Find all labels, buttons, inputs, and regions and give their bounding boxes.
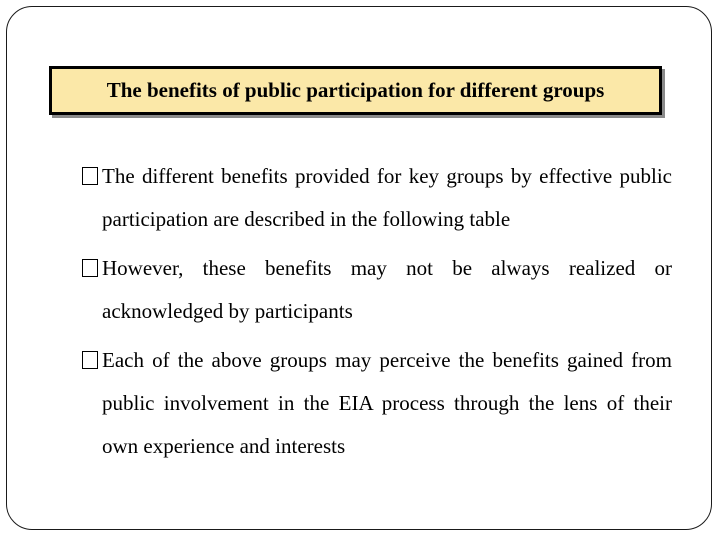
slide-title: The benefits of public participation for different groups: [106, 78, 605, 102]
bullet-text: Each of the above groups may perceive the benefits gained from public involvement in the EIA process through the lens of their own experience and interests: [102, 348, 672, 458]
square-bullet-icon: [82, 351, 98, 369]
square-bullet-icon: [82, 167, 98, 185]
bullet-text: However, these benefits may not be always realized or acknowledged by participants: [102, 256, 672, 323]
bullet-item: [82, 155, 672, 241]
square-bullet-icon: [82, 259, 98, 277]
title-box: [49, 66, 662, 115]
bullet-list: [82, 155, 672, 474]
bullet-item: [82, 247, 672, 333]
bullet-item: [82, 339, 672, 468]
bullet-text: The different benefits provided for key groups by effective public participation are described in the following table: [102, 164, 672, 231]
